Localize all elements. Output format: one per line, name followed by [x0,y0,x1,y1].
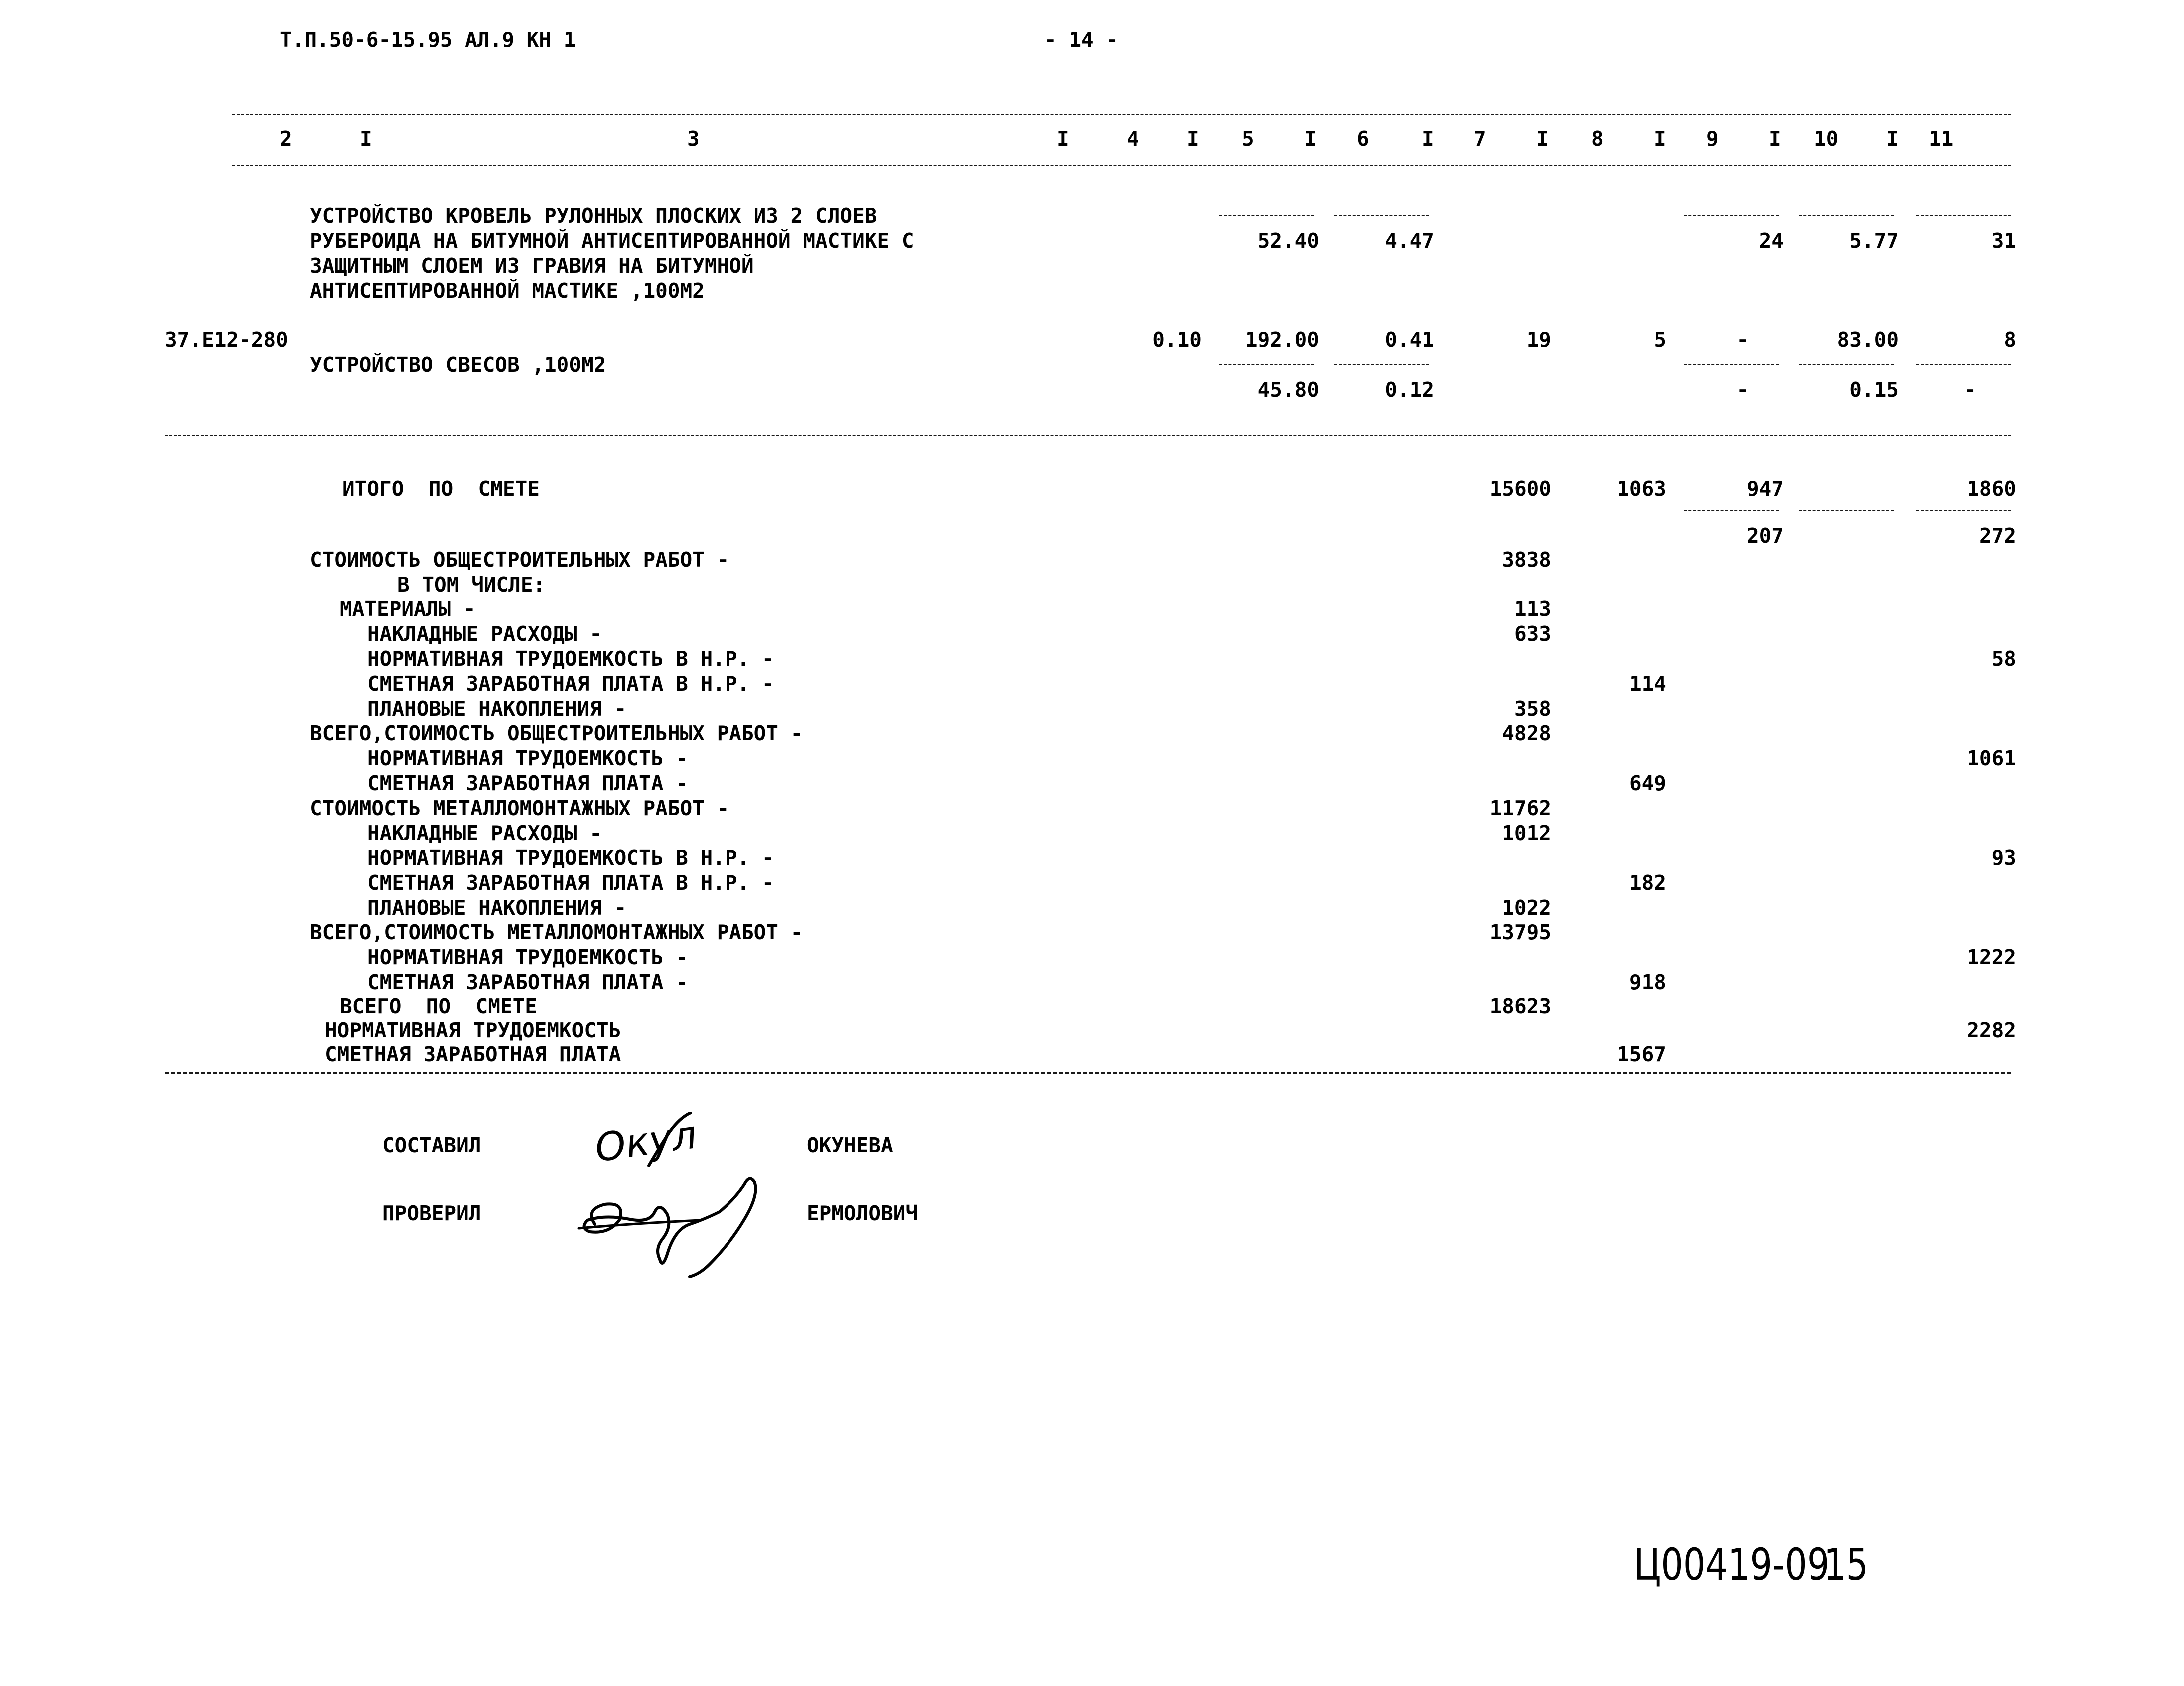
col-sep: I [1304,127,1317,151]
row-description: АНТИСЕПТИРОВАННОЙ МАСТИКЕ ,100М2 [310,279,705,303]
row-description: УСТРОЙСТВО КРОВЕЛЬ РУЛОННЫХ ПЛОСКИХ ИЗ 2 СЛОЕВ [310,204,877,228]
summary-label: НОРМАТИВНАЯ ТРУДОЕМКОСТЬ В Н.Р. - [367,846,774,870]
summary-label: СТОИМОСТЬ ОБЩЕСТРОИТЕЛЬНЫХ РАБОТ - [310,548,729,572]
cell-c10-sub: 0.15 [1849,378,1899,402]
summary-label: МАТЕРИАЛЫ - [340,597,476,621]
summary-label: ВСЕГО,СТОИМОСТЬ ОБЩЕСТРОИТЕЛЬНЫХ РАБОТ - [310,721,803,745]
cell-c5-sub: 45.80 [1257,378,1319,402]
summary-c7: 1012 [1502,821,1551,845]
col-4: 4 [1127,127,1139,151]
subrule [1684,215,1779,216]
summary-c8: 1567 [1617,1042,1666,1066]
page-number: - 14 - [1044,28,1119,52]
col-8: 8 [1591,127,1604,151]
summary-label: НАКЛАДНЫЕ РАСХОДЫ - [367,821,602,845]
cell-c6-sub: 0.12 [1385,378,1434,402]
rule-top [232,114,2011,115]
summary-label: НОРМАТИВНАЯ ТРУДОЕМКОСТЬ В Н.Р. - [367,647,774,671]
col-6: 6 [1357,127,1369,151]
row-description: ЗАЩИТНЫМ СЛОЕМ ИЗ ГРАВИЯ НА БИТУМНОЙ [310,254,754,278]
cell-c9: - [1736,328,1749,352]
summary-label: СМЕТНАЯ ЗАРАБОТНАЯ ПЛАТА В Н.Р. - [367,672,774,696]
summary-label: ВСЕГО,СТОИМОСТЬ МЕТАЛЛОМОНТАЖНЫХ РАБОТ - [310,920,803,944]
col-7: 7 [1474,127,1486,151]
summary-c11: 1222 [1967,945,2016,969]
subrule [1916,215,2011,216]
summary-label: НОРМАТИВНАЯ ТРУДОЕМКОСТЬ [325,1018,621,1042]
cell-c8: 5 [1654,328,1666,352]
summary-c8: 918 [1629,970,1666,994]
summary-label: СМЕТНАЯ ЗАРАБОТНАЯ ПЛАТА - [367,771,688,795]
total-label: ИТОГО ПО СМЕТЕ [342,477,540,501]
subrule [1219,364,1314,365]
col-sep: I [1769,127,1781,151]
summary-label: СМЕТНАЯ ЗАРАБОТНАЯ ПЛАТА [325,1042,621,1066]
col-9: 9 [1706,127,1719,151]
col-10: 10 [1814,127,1839,151]
composed-label: СОСТАВИЛ [382,1133,481,1157]
summary-c7: 633 [1514,622,1551,646]
summary-c7: 11762 [1489,796,1551,820]
summary-label: НОРМАТИВНАЯ ТРУДОЕМКОСТЬ - [367,746,688,770]
cell-c6: 0.41 [1385,328,1434,352]
subrule [1684,510,1779,511]
summary-label: СМЕТНАЯ ЗАРАБОТНАЯ ПЛАТА В Н.Р. - [367,871,774,895]
col-3: 3 [687,127,700,151]
cell-c9-sub: - [1736,378,1749,402]
cell-c11-sub: - [1964,378,1976,402]
cell-c10: 5.77 [1849,229,1899,253]
subrule [1684,364,1779,365]
total-c11-sub: 272 [1979,524,2016,548]
summary-c11: 93 [1991,846,2016,870]
cell-c10: 83.00 [1837,328,1899,352]
summary-c8: 649 [1629,771,1666,795]
rule-end-items [165,435,2011,436]
subrule [1916,364,2011,365]
composed-signature: Окул [592,1112,700,1171]
total-c11: 1860 [1967,477,2016,501]
summary-label: В ТОМ ЧИСЛЕ: [397,573,546,597]
row-description: УСТРОЙСТВО СВЕСОВ ,100М2 [310,353,606,377]
cell-c11: 31 [1991,229,2016,253]
col-sep: I [1187,127,1199,151]
summary-label: НАКЛАДНЫЕ РАСХОДЫ - [367,622,602,646]
summary-c7: 3838 [1502,548,1551,572]
summary-label: ПЛАНОВЫЕ НАКОПЛЕНИЯ - [367,896,627,920]
total-c8: 1063 [1617,477,1666,501]
col-sep: I [360,127,372,151]
composed-name: ОКУНЕВА [807,1133,893,1157]
row-description: РУБЕРОИДА НА БИТУМНОЙ АНТИСЕПТИРОВАННОЙ МАСТИКЕ С [310,229,914,253]
summary-c11: 58 [1991,647,2016,671]
total-c9: 947 [1746,477,1784,501]
subrule [1799,215,1894,216]
handwritten-archive-code: Ц00419-09 [1634,1539,1830,1591]
checked-signature [575,1164,784,1279]
summary-c7: 18623 [1489,994,1551,1018]
summary-c7: 113 [1514,597,1551,621]
summary-c8: 182 [1629,871,1666,895]
total-c9-sub: 207 [1746,524,1784,548]
col-sep: I [1654,127,1666,151]
col-11: 11 [1929,127,1954,151]
summary-label: НОРМАТИВНАЯ ТРУДОЕМКОСТЬ - [367,945,688,969]
row-code: 37.Е12-280 [165,328,288,352]
summary-label: ПЛАНОВЫЕ НАКОПЛЕНИЯ - [367,697,627,721]
subrule [1799,364,1894,365]
total-c7: 15600 [1489,477,1551,501]
col-sep: I [1057,127,1069,151]
col-2: 2 [280,127,292,151]
summary-c11: 1061 [1967,746,2016,770]
doc-code: Т.П.50-6-15.95 АЛ.9 КН 1 [280,28,576,52]
rule-bottom [165,1072,2011,1074]
subrule [1799,510,1894,511]
subrule [1334,364,1429,365]
rule-under-header [232,165,2011,166]
cell-c5: 192.00 [1245,328,1319,352]
col-sep: I [1422,127,1434,151]
cell-c4: 0.10 [1152,328,1202,352]
subrule [1916,510,2011,511]
col-5: 5 [1242,127,1254,151]
col-sep: I [1536,127,1549,151]
cell-c11: 8 [2004,328,2016,352]
cell-c6: 4.47 [1385,229,1434,253]
checked-name: ЕРМОЛОВИЧ [807,1201,918,1225]
cell-c9: 24 [1759,229,1784,253]
summary-label: СМЕТНАЯ ЗАРАБОТНАЯ ПЛАТА - [367,970,688,994]
handwritten-page-number: 15 [1824,1539,1869,1591]
subrule [1219,215,1314,216]
subrule [1334,215,1429,216]
composed-signature-stroke [645,1112,695,1172]
cell-c5: 52.40 [1257,229,1319,253]
summary-c7: 1022 [1502,896,1551,920]
summary-c11: 2282 [1967,1018,2016,1042]
cell-c7: 19 [1526,328,1551,352]
summary-label: СТОИМОСТЬ МЕТАЛЛОМОНТАЖНЫХ РАБОТ - [310,796,729,820]
summary-c7: 13795 [1489,920,1551,944]
summary-c7: 4828 [1502,721,1551,745]
col-sep: I [1886,127,1899,151]
summary-c8: 114 [1629,672,1666,696]
summary-c7: 358 [1514,697,1551,721]
checked-label: ПРОВЕРИЛ [382,1201,481,1225]
summary-label: ВСЕГО ПО СМЕТЕ [340,994,537,1018]
